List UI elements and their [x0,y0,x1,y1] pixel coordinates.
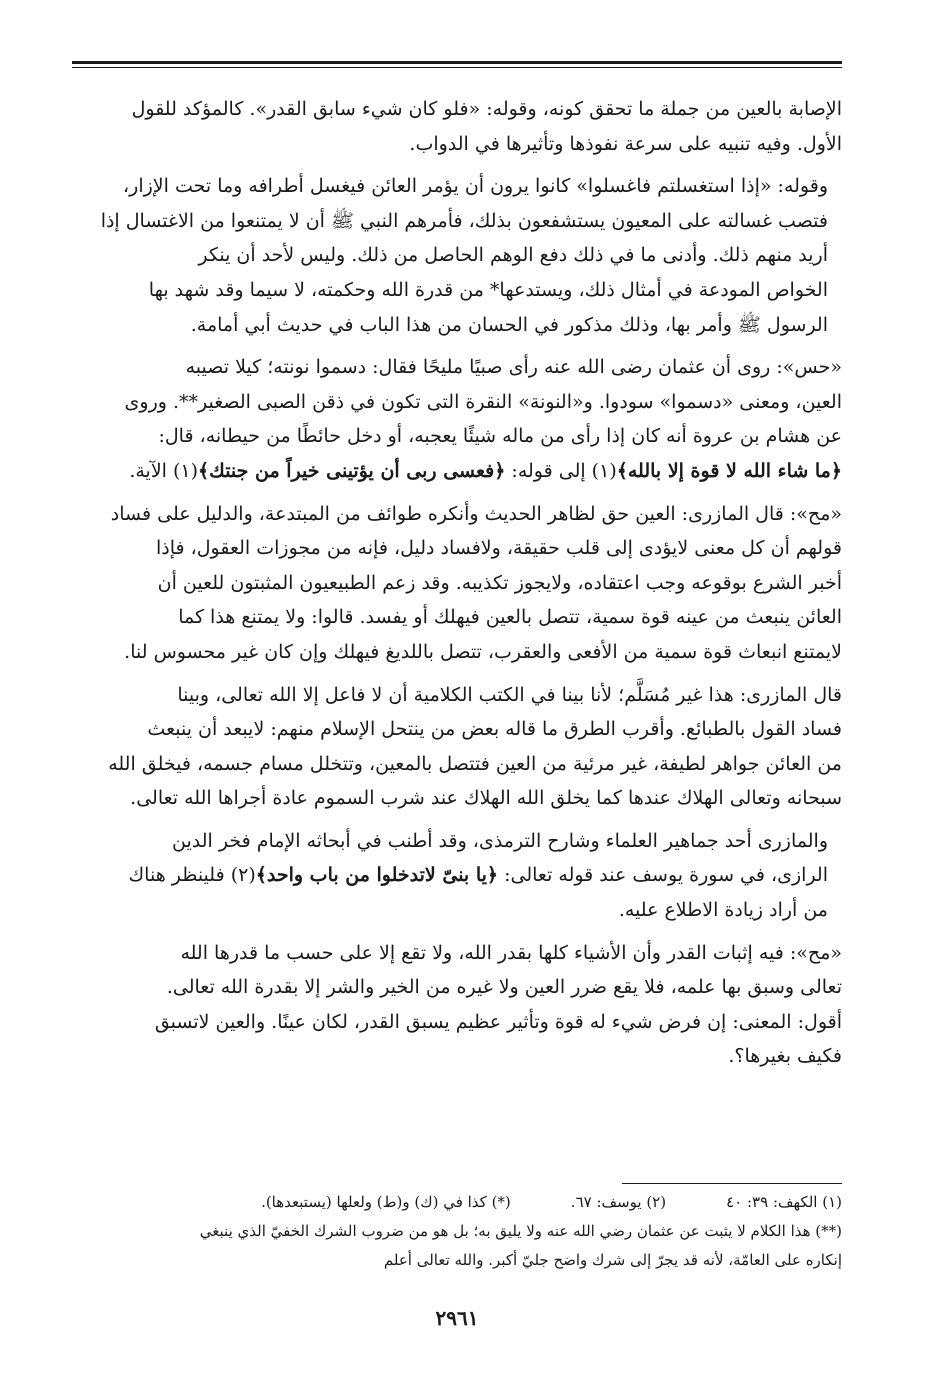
text-line: فكيف بغيرها؟. [728,1045,842,1068]
footnote-double-star-line: إنكاره على العامّة، لأنه قد يجرّ إلى شرك واضح جليّ أكبر. والله تعالى أعلم [383,1251,842,1269]
text-line: من العائن جواهر لطيفة، غير مرئية من العين فتتصل بالمعين، وتتخلل مسام جسمه، فيخلق الله [108,752,842,775]
header-rule-thin [72,67,842,68]
footnote-double-star-line: (**) هذا الكلام لا يثبت عن عثمان رضي الله عنه ولا يليق به؛ بل هو من ضروب الشرك الخفيّ الذي ينبغي [199,1222,842,1240]
text-line: أريد منهم ذلك. وأدنى ما في ذلك دفع الوهم الحاصل من ذلك. وليس لأحد أن ينكر [198,244,828,267]
footnote-row [72,1188,842,1217]
text-line: الأول. وفيه تنبيه على سرعة نفوذها وتأثيرها في الدواب. [409,132,842,155]
text-line: قال المازرى: هذا غير مُسَلَّم؛ لأنا بينا في الكتب الكلامية أن لا فاعل إلا الله تعالى، وبينا [177,683,842,706]
text-line: العائن ينبعث من عينه قوة سمية، تتصل بالعين فيهلك أو يفسد. قالوا: ولا يمتنع هذا كما [178,606,842,629]
text-line: الرسول ﷺ وأمر بها، وذلك مذكور في الحسان من هذا الباب في حديث أبي أمامة. [190,313,828,336]
quran-quote: ﴿يا بنىّ لاتدخلوا من باب واحد﴾ [255,864,499,887]
text-line: فساد القول بالطبائع. وأقرب الطرق ما قاله بعض من ينتحل الإسلام منهم: لايبعد أن ينبعث [147,718,842,741]
text-fragment: (١) إلى قوله: [505,459,617,482]
paragraph-1 [72,92,842,161]
text-line: والمازرى أحد جماهير العلماء وشارح الترمذى، وقد أطنب في أبحاثه الإمام فخر الدين [172,829,828,852]
text-line: عن هشام بن عروة أنه كان إذا رأى من ماله شيئًا يعجبه، أو دخل حائطًا من حيطانه، قال: [158,425,842,448]
footnote-star: (*) كذا في (ك) و(ط) ولعلها (يستبعدها). [261,1193,511,1211]
main-text [72,92,842,1082]
text-line: فتصب غسالته على المعيون يستشفعون بذلك، فأمرهم النبي ﷺ أن لا يمتنعوا من الاغتسال إذا [100,209,828,232]
text-fragment: (١) الآية. [129,459,199,482]
text-line: «مح»: فيه إثبات القدر وأن الأشياء كلها بقدر الله، ولا تقع إلا على حسب ما قدرها الله [180,941,842,964]
paragraph-5 [72,678,842,816]
quran-quote: ﴿فعسى ربى أن يؤتينى خيراً من جنتك﴾ [198,459,506,482]
quran-quote: ﴿ما شاء الله لا قوة إلا بالله﴾ [616,459,842,482]
text-line: أخبر الشرع بوقوعه وجب اعتقاده، ولايجوز تكذيبه. وقد زعم الطبيعيون المثبتون للعين أن [157,571,842,594]
text-line: سبحانه وتعالى الهلاك عندها كما يخلق الله الهلاك عند شرب السموم عادة أجراها الله تعالى. [130,787,842,810]
footnote-2: (٢) يوسف: ٦٧. [570,1193,667,1211]
paragraph-6 [72,824,842,928]
page-number: ٢٩٦١ [435,1306,479,1330]
text-line: الخواص المودعة في أمثال ذلك، ويستدعها* من قدرة الله وحكمته، لا سيما وقد شهد بها [148,278,828,301]
footnote-1: (١) الكهف: ٣٩: ٤٠ [726,1193,842,1211]
text-line: من أراد زيادة الاطلاع عليه. [618,899,828,922]
text-line: «حس»: روى أن عثمان رضى الله عنه رأى صبيًا مليحًا فقال: دسموا نونته؛ كيلا تصيبه [185,356,842,379]
page [72,0,842,1393]
paragraph-7 [72,936,842,1074]
footnote-rule [622,1183,842,1184]
text-fragment: (٢) فلينظر هناك [128,864,256,887]
paragraph-2 [72,169,842,342]
header-rule-thick [72,61,842,64]
text-line: لايمتنع انبعاث قوة سمية من الأفعى والعقرب، تتصل باللديغ فيهلك وإن كان غير محسوس لنا. [124,640,842,663]
text-line [72,454,842,489]
text-line: قولهم أن كل معنى لايؤدى إلى قلب حقيقة، ولافساد دليل، فإنه من مجوزات العقول، فإذا [155,537,842,560]
paragraph-4 [72,497,842,670]
text-line: العين، ومعنى «دسموا» سودوا. و«النونة» النقرة التى تكون في ذقن الصبى الصغير**. وروى [124,390,842,413]
text-line [72,858,842,893]
footnotes [72,1188,842,1275]
text-line: أقول: المعنى: إن فرض شيء له قوة وتأثير عظيم يسبق القدر، لكان عينًا. والعين لاتسبق [154,1010,842,1033]
text-line: «مح»: قال المازرى: العين حق لظاهر الحديث وأنكره طوائف من المبتدعة، والدليل على فساد [110,502,842,525]
text-line: الإصابة بالعين من جملة ما تحقق كونه، وقوله: «فلو كان شيء سابق القدر». كالمؤكد للقول [131,98,842,120]
text-line: وقوله: «إذا استغسلتم فاغسلوا» كانوا يرون أن يؤمر العائن فيغسل أطرافه وما تحت الإزار، [123,175,828,198]
text-line: تعالى وسبق بها علمه، فلا يقع ضرر العين ولا غيره من الخير والشر إلا بقدرة الله تعالى. [166,976,842,999]
paragraph-3 [72,350,842,488]
text-fragment: الرازى، في سورة يوسف عند قوله تعالى: [498,864,828,887]
